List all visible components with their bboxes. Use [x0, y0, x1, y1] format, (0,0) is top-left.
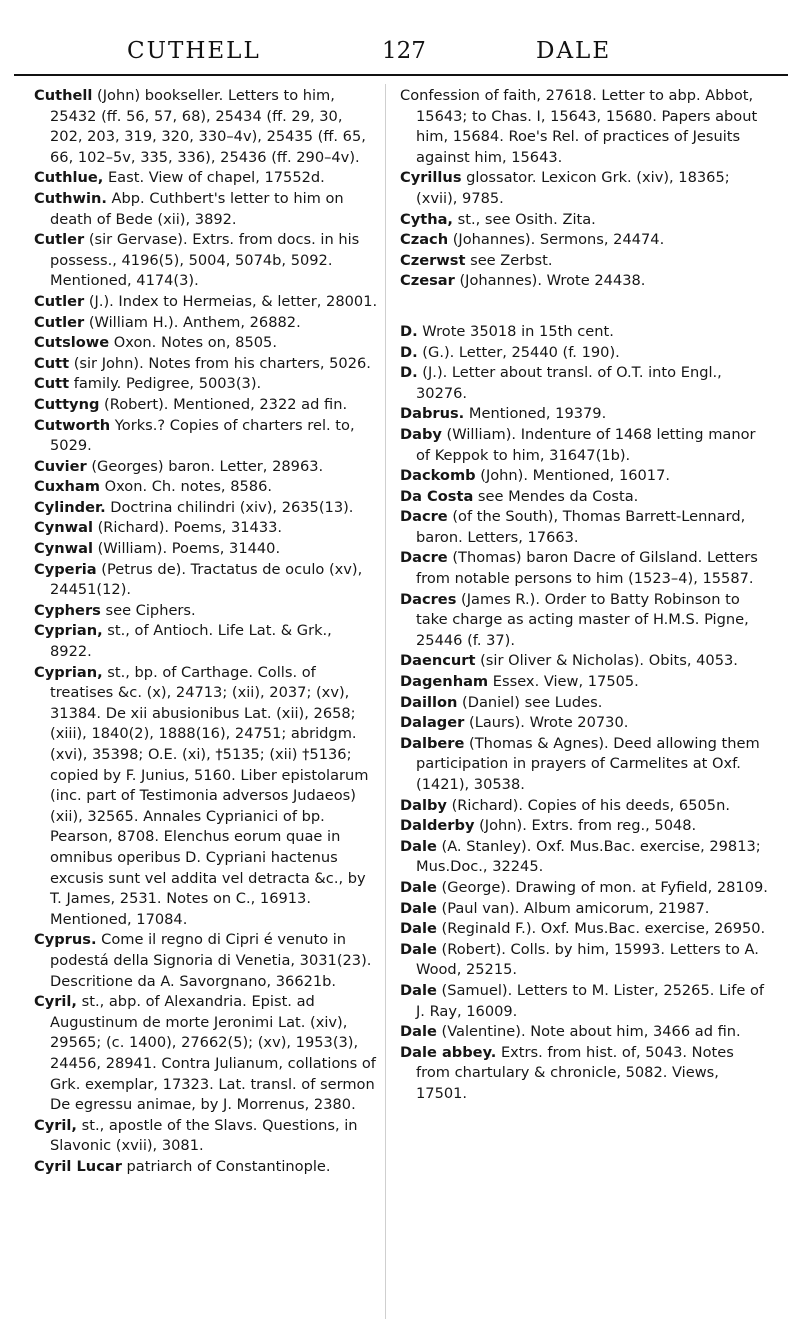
entry-text: (William H.). Anthem, 26882.	[84, 313, 301, 331]
entry-text: (Georges) baron. Letter, 28963.	[86, 457, 324, 475]
entry-headword: Dagenham	[400, 673, 489, 691]
entry-text: see Mendes da Costa.	[473, 487, 639, 505]
entry-headword: Czerwst	[400, 251, 466, 269]
right-column-d-entries	[400, 322, 772, 1105]
index-entry	[400, 487, 772, 508]
entry-headword: Dale	[400, 878, 437, 896]
entry-text: Yorks.? Copies of charters rel. to, 5029.	[50, 416, 355, 455]
index-entry	[400, 210, 772, 231]
entry-text: (Thomas) baron Dacre of Gilsland. Letters from notable persons to him (1523–4), 15587.	[416, 549, 758, 588]
entry-headword: Cutslowe	[34, 334, 110, 352]
entry-text: (A. Stanley). Oxf. Mus.Bac. exercise, 29813; Mus.Doc., 32245.	[416, 837, 761, 876]
index-entry	[34, 333, 378, 354]
index-entry	[34, 539, 378, 560]
entry-text: patriarch of Constantinople.	[121, 1157, 331, 1175]
entry-headword: Daby	[400, 425, 442, 443]
index-entry	[400, 1022, 772, 1043]
index-entry	[34, 930, 378, 992]
entry-headword: Dale	[400, 1023, 437, 1041]
index-entry	[400, 343, 772, 364]
entry-headword: Cuthell	[34, 87, 93, 104]
right-column-c-entries	[400, 86, 772, 292]
entry-text: (Laurs). Wrote 20730.	[464, 714, 629, 732]
index-entry	[400, 1043, 772, 1105]
index-entry	[34, 189, 378, 230]
entry-text: Mentioned, 19379.	[464, 405, 607, 423]
index-entry	[400, 651, 772, 672]
index-entry	[400, 322, 772, 343]
entry-text: (Richard). Poems, 31433.	[92, 519, 283, 537]
entry-headword: Cynwal	[34, 540, 93, 558]
index-entry	[34, 560, 378, 601]
index-entry	[400, 816, 772, 837]
index-entry	[34, 992, 378, 1116]
entry-headword: Cutworth	[34, 416, 111, 434]
entry-text: Essex. View, 17505.	[488, 673, 639, 691]
entry-text: Abp. Cuthbert's letter to him on death of Bede (xii), 3892.	[50, 189, 344, 228]
index-entry	[400, 981, 772, 1022]
index-entry	[34, 86, 378, 168]
index-entry	[400, 590, 772, 652]
entry-headword: Dale	[400, 899, 437, 917]
index-entry	[34, 354, 378, 375]
index-entry	[400, 693, 772, 714]
entry-headword: Daillon	[400, 693, 458, 711]
entry-text: Come il regno di Cipri é venuto in podestá della Signoria di Venetia, 3031(23). Descritione da A. Savorgnano, 36621b.	[50, 931, 372, 990]
entry-headword: Dalbere	[400, 734, 465, 752]
entry-headword: Dabrus.	[400, 405, 465, 423]
entry-text: family. Pedigree, 5003(3).	[69, 375, 262, 393]
entry-headword: D.	[400, 343, 418, 361]
entry-headword: Dale	[400, 920, 437, 938]
index-entry	[34, 621, 378, 662]
entry-headword: Cynwal	[34, 519, 93, 537]
entry-text: (Reginald F.). Oxf. Mus.Bac. exercise, 26950.	[436, 920, 766, 938]
index-entry	[34, 374, 378, 395]
entry-text: (Robert). Mentioned, 2322 ad fin.	[99, 395, 348, 413]
index-entry	[34, 1116, 378, 1157]
index-entry	[34, 518, 378, 539]
entry-headword: Cyperia	[34, 560, 97, 578]
entry-text: (Samuel). Letters to M. Lister, 25265. Life of J. Ray, 16009.	[416, 981, 765, 1020]
page-number: 127	[382, 38, 426, 64]
entry-text: (James R.). Order to Batty Robinson to take charge as acting master of H.M.S. Pigne, 25446 (f. 37).	[416, 590, 749, 649]
entry-headword: Dale	[400, 837, 437, 855]
entry-text: st., abp. of Alexandria. Epist. ad Augustinum de morte Jeronimi Lat. (xiv), 29565; (c. 1400), 27662(5); (xv), 1953(3), 24456, 28941. Contra Julianum, collations of Grk. exemplar, 17323. Lat. transl. of sermon De egressu animae, by J. Morrenus, 2380.	[50, 993, 376, 1114]
entry-text: (Johannes). Sermons, 24474.	[448, 231, 665, 249]
index-entry	[34, 313, 378, 334]
index-entry	[400, 672, 772, 693]
index-entry	[34, 663, 378, 931]
entry-text: (sir Gervase). Extrs. from docs. in his possess., 4196(5), 5004, 5074b, 5092. Mentioned, 4174(3).	[50, 231, 360, 290]
letter-section-gap	[400, 292, 772, 322]
index-entry	[400, 796, 772, 817]
index-entry	[400, 548, 772, 589]
entry-text: (sir John). Notes from his charters, 5026.	[69, 354, 371, 372]
entry-headword: Cyprian,	[34, 663, 103, 681]
entry-headword: Dale abbey.	[400, 1043, 497, 1061]
index-entry	[400, 713, 772, 734]
entry-text: (George). Drawing of mon. at Fyfield, 28109.	[436, 878, 768, 896]
entry-headword: Cytha,	[400, 210, 453, 228]
running-head-right: DALE	[536, 38, 612, 64]
entry-text: (Valentine). Note about him, 3466 ad fin.	[436, 1023, 741, 1041]
entry-text: (Daniel) see Ludes.	[457, 693, 603, 711]
entry-headword: Dalby	[400, 796, 447, 814]
entry-text: Extrs. from hist. of, 5043. Notes from chartulary & chronicle, 5082. Views, 17501.	[416, 1043, 734, 1102]
entry-headword: Cyril,	[34, 993, 77, 1011]
index-entry	[400, 466, 772, 487]
entry-headword: Cutler	[34, 292, 85, 310]
entry-text: (William). Poems, 31440.	[92, 540, 281, 558]
entry-headword: Cyril,	[34, 1116, 77, 1134]
entry-headword: D.	[400, 322, 418, 340]
index-entry	[34, 416, 378, 457]
entry-headword: Dacres	[400, 590, 457, 608]
entry-text: (of the South), Thomas Barrett-Lennard, baron. Letters, 17663.	[416, 508, 746, 546]
entry-headword: Cyril Lucar	[34, 1157, 122, 1175]
entry-headword: Cyprus.	[34, 931, 97, 949]
entry-text: (Thomas & Agnes). Deed allowing them participation in prayers of Carmelites at Oxf. (1421), 30538.	[416, 734, 760, 793]
entry-headword: Dackomb	[400, 467, 476, 485]
entry-headword: Cutt	[34, 354, 70, 372]
entry-headword: Cyrillus	[400, 169, 462, 187]
index-entry	[34, 477, 378, 498]
column-divider	[385, 84, 386, 1319]
entry-text: st., apostle of the Slavs. Questions, in Slavonic (xvii), 3081.	[50, 1116, 358, 1155]
entry-headword: Dalager	[400, 714, 465, 732]
entry-text: Oxon. Notes on, 8505.	[109, 334, 277, 352]
entry-headword: Czach	[400, 231, 449, 249]
entry-text: (John). Mentioned, 16017.	[475, 467, 671, 485]
entry-text: Oxon. Ch. notes, 8586.	[99, 478, 272, 496]
entry-headword: Cutler	[34, 313, 85, 331]
entry-headword: Cuthwin.	[34, 189, 107, 207]
entry-text: East. View of chapel, 17552d.	[103, 169, 325, 187]
entry-text: (J.). Letter about transl. of O.T. into Engl., 30276.	[416, 364, 722, 402]
entry-headword: Cutler	[34, 231, 85, 249]
running-head	[0, 38, 801, 68]
entry-text: (Robert). Colls. by him, 15993. Letters to A. Wood, 25215.	[416, 940, 759, 979]
entry-headword: Daencurt	[400, 652, 476, 670]
entry-text: (sir Oliver & Nicholas). Obits, 4053.	[475, 652, 738, 670]
entry-headword: Da Costa	[400, 487, 474, 505]
index-entry	[400, 837, 772, 878]
entry-headword: Cuttyng	[34, 395, 100, 413]
index-entry	[34, 457, 378, 478]
index-entry	[400, 878, 772, 899]
entry-text: Confession of faith, 27618. Letter to abp. Abbot, 15643; to Chas. I, 15643, 15680. Papers about him, 15684. Roe's Rel. of practices of Jesuits against him, 15643.	[400, 87, 758, 166]
entry-text: (William). Indenture of 1468 letting manor of Keppok to him, 31647(1b).	[416, 425, 756, 464]
index-entry	[400, 168, 772, 209]
index-entry	[400, 899, 772, 920]
left-column	[34, 86, 378, 1177]
entry-text: (John) bookseller. Letters to him, 25432 (ff. 56, 57, 68), 25434 (ff. 29, 30, 202, 203, 319, 320, 330–4v), 25435 (ff. 65, 66, 102–5v, 335, 336), 25436 (ff. 290–4v).	[50, 87, 366, 166]
entry-headword: Cylinder.	[34, 498, 106, 516]
entry-text: see Ciphers.	[100, 601, 196, 619]
entry-headword: Dale	[400, 940, 437, 958]
index-entry	[34, 395, 378, 416]
index-entry	[34, 230, 378, 292]
entry-headword: Dale	[400, 981, 437, 999]
entry-headword: Dacre	[400, 508, 448, 526]
index-entry	[400, 734, 772, 796]
index-entry	[400, 404, 772, 425]
entry-headword: Cyprian,	[34, 622, 103, 640]
index-entry	[400, 919, 772, 940]
entry-text: Wrote 35018 in 15th cent.	[417, 322, 614, 340]
header-rule	[14, 74, 788, 76]
entry-headword: Cuvier	[34, 457, 87, 475]
entry-headword: Cutt	[34, 375, 70, 393]
entry-headword: Cyphers	[34, 601, 101, 619]
entry-text: st., see Osith. Zita.	[452, 210, 596, 228]
index-entry	[400, 271, 772, 292]
entry-headword: Cuthlue,	[34, 169, 104, 187]
entry-text: (J.). Index to Hermeias, & letter, 28001.	[84, 292, 378, 310]
index-entry	[400, 230, 772, 251]
index-entry	[34, 601, 378, 622]
entry-text: glossator. Lexicon Grk. (xiv), 18365; (xvii), 9785.	[416, 169, 730, 207]
right-column	[400, 86, 772, 1105]
entry-text: (Paul van). Album amicorum, 21987.	[436, 899, 710, 917]
entry-text: (John). Extrs. from reg., 5048.	[474, 817, 697, 835]
entry-text: (G.). Letter, 25440 (f. 190).	[417, 343, 620, 361]
index-entry	[34, 292, 378, 313]
index-entry	[400, 251, 772, 272]
index-entry	[400, 425, 772, 466]
index-entry	[34, 498, 378, 519]
entry-headword: Cuxham	[34, 478, 100, 496]
entry-headword: Czesar	[400, 272, 455, 290]
running-head-left: CUTHELL	[127, 38, 261, 64]
index-entry	[400, 363, 772, 404]
index-entry	[400, 940, 772, 981]
entry-text: (Richard). Copies of his deeds, 6505n.	[446, 796, 730, 814]
entry-text: (Petrus de). Tractatus de oculo (xv), 24451(12).	[50, 560, 363, 599]
entry-text: st., bp. of Carthage. Colls. of treatises &c. (x), 24713; (xii), 2037; (xv), 31384. De xii abusionibus Lat. (xii), 2658; (xiii), 1840(2), 1888(16), 24751; abridgm. (xvi), 35398; O.E. (xi), †5135; (xii) †5136; copied by F. Junius, 5160. Liber epistolarum (inc. part of Testimonia adversos Judaeos) (xii), 32565. Annales Cyprianici of bp. Pearson, 8708. Elenchus eorum quae in omnibus operibus D. Cypriani hactenus excusis sunt vel addita vel detracta &c., by T. James, 2531. Notes on C., 16913. Mentioned, 17084.	[50, 663, 369, 928]
entry-text: st., of Antioch. Life Lat. & Grk., 8922.	[50, 622, 332, 661]
index-entry	[34, 168, 378, 189]
index-entry	[34, 1157, 378, 1178]
index-entry	[400, 507, 772, 548]
entry-text: (Johannes). Wrote 24438.	[454, 272, 646, 290]
entry-headword: Dalderby	[400, 817, 475, 835]
entry-headword: D.	[400, 364, 418, 382]
index-entry	[400, 86, 772, 168]
entry-text: Doctrina chilindri (xiv), 2635(13).	[105, 498, 354, 516]
entry-headword: Dacre	[400, 549, 448, 567]
entry-text: see Zerbst.	[465, 251, 553, 269]
